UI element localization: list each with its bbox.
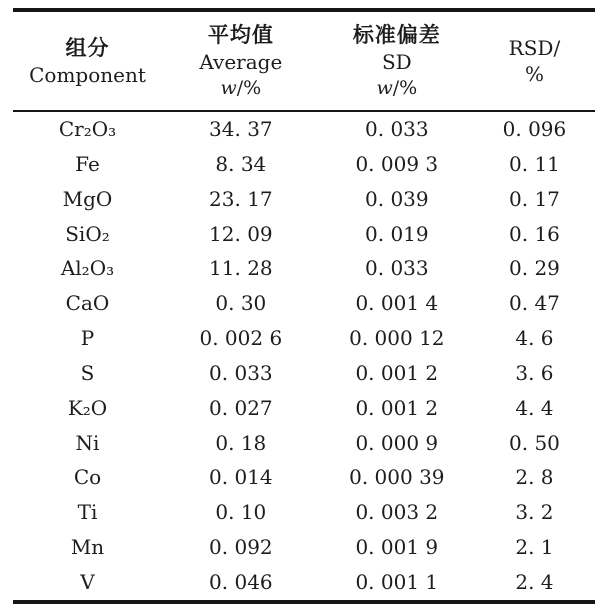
sd-cell: 0. 009 3 <box>355 151 439 176</box>
rsd-cell: 0. 17 <box>509 186 560 211</box>
table-row <box>13 426 595 461</box>
sd-cell: 0. 001 4 <box>355 291 439 316</box>
average-cell: 34. 37 <box>209 117 273 141</box>
average-cell: 0. 014 <box>209 465 273 490</box>
average-cell: 0. 027 <box>209 395 273 420</box>
component-cell: Cr₂O₃ <box>58 117 117 141</box>
sd-cell: 0. 039 <box>365 186 429 211</box>
table-row <box>13 147 595 182</box>
table-header <box>13 8 595 112</box>
sd-cell: 0. 019 <box>365 221 429 246</box>
col-header-sd-zh: 标准偏差 <box>352 22 441 48</box>
col-header-rsd-line2: % <box>524 62 544 86</box>
sd-cell: 0. 001 2 <box>355 395 439 420</box>
table-row <box>13 356 595 391</box>
table-row <box>13 321 595 356</box>
average-cell: 0. 10 <box>215 500 267 525</box>
col-header-average-en: Average <box>199 50 283 75</box>
average-cell: 11. 28 <box>209 256 273 281</box>
rsd-cell: 0. 50 <box>509 430 560 455</box>
sd-cell: 0. 001 2 <box>355 360 439 385</box>
col-header-sd <box>320 21 474 100</box>
rsd-cell: 2. 8 <box>515 465 554 490</box>
component-cell: Mn <box>70 535 105 560</box>
average-cell: 8. 34 <box>215 151 267 176</box>
average-cell: 0. 046 <box>209 569 273 594</box>
rsd-cell: 3. 2 <box>515 500 554 525</box>
table-row <box>13 391 595 426</box>
component-cell: Fe <box>75 151 100 176</box>
sd-cell: 0. 001 1 <box>355 569 439 594</box>
component-cell: Co <box>73 465 102 490</box>
col-header-component-zh: 组分 <box>65 34 110 60</box>
rsd-cell: 0. 16 <box>509 221 560 246</box>
table-row <box>13 251 595 286</box>
col-header-average <box>162 21 320 100</box>
component-cell: Al₂O₃ <box>60 256 115 281</box>
table-row <box>13 112 595 147</box>
component-cell: V <box>80 569 95 594</box>
component-statistics-table <box>13 8 595 604</box>
sd-cell: 0. 000 39 <box>349 465 445 490</box>
table-body <box>13 112 595 604</box>
rsd-cell: 4. 4 <box>515 395 554 420</box>
rsd-cell: 0. 11 <box>509 151 560 176</box>
table-row <box>13 495 595 530</box>
average-cell: 0. 18 <box>215 430 267 455</box>
sd-cell: 0. 033 <box>365 256 429 281</box>
sd-cell: 0. 033 <box>365 117 429 141</box>
rsd-cell: 0. 47 <box>509 291 560 316</box>
average-cell: 0. 033 <box>209 360 273 385</box>
rsd-cell: 0. 096 <box>502 117 567 141</box>
col-header-sd-en: SD <box>381 50 412 75</box>
component-cell: P <box>80 326 95 351</box>
component-cell: MgO <box>62 186 113 211</box>
average-cell: 0. 30 <box>215 291 267 316</box>
table-row <box>13 286 595 321</box>
component-cell: S <box>80 360 95 385</box>
rsd-cell: 2. 1 <box>515 535 554 560</box>
table-row <box>13 460 595 495</box>
rsd-cell: 4. 6 <box>515 326 554 351</box>
col-header-sd-unit: w/% <box>376 76 418 99</box>
component-cell: CaO <box>65 291 110 316</box>
sd-cell: 0. 003 2 <box>355 500 439 525</box>
sd-cell: 0. 000 9 <box>355 430 439 455</box>
col-header-average-zh: 平均值 <box>207 22 274 48</box>
component-cell: Ni <box>75 430 100 455</box>
col-header-average-unit: w/% <box>220 76 262 99</box>
average-cell: 0. 092 <box>209 535 273 560</box>
component-cell: Ti <box>77 500 98 525</box>
sd-cell: 0. 000 12 <box>349 326 445 351</box>
average-cell: 0. 002 6 <box>199 326 283 351</box>
col-header-component-en: Component <box>29 62 146 87</box>
component-cell: SiO₂ <box>65 221 110 246</box>
rsd-cell: 3. 6 <box>515 360 554 385</box>
col-header-component <box>13 34 162 88</box>
table-row <box>13 182 595 217</box>
col-header-rsd <box>474 35 595 88</box>
col-header-rsd-line1: RSD/ <box>508 35 561 60</box>
component-cell: K₂O <box>67 395 108 420</box>
average-cell: 23. 17 <box>209 186 273 211</box>
sd-cell: 0. 001 9 <box>355 535 439 560</box>
average-cell: 12. 09 <box>209 221 273 246</box>
table-row <box>13 217 595 252</box>
rsd-cell: 0. 29 <box>509 256 560 281</box>
table-row <box>13 565 595 600</box>
table-row <box>13 530 595 565</box>
rsd-cell: 2. 4 <box>515 569 554 594</box>
